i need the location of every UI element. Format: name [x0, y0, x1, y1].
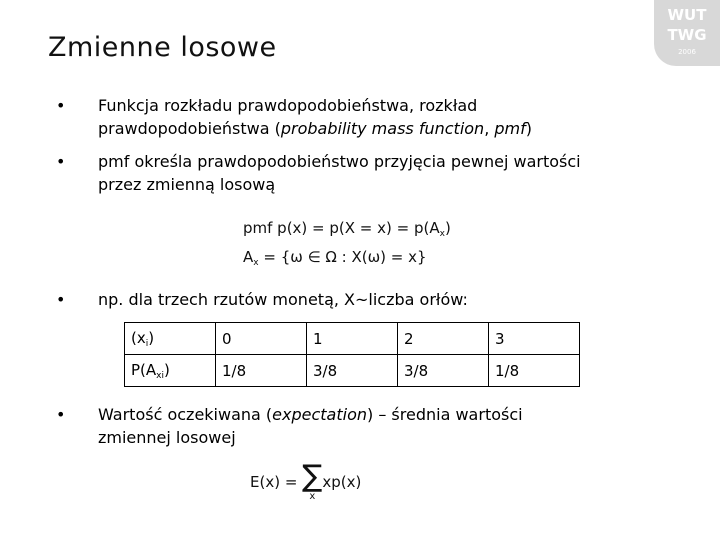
- bullet-dot: •: [56, 290, 66, 309]
- bullet-dot: •: [56, 405, 66, 424]
- formula-subscript: x: [253, 258, 259, 268]
- sum-operator: [302, 459, 323, 502]
- text-span: Wartość oczekiwana (: [98, 405, 273, 424]
- bullet-text: [98, 150, 698, 196]
- table-cell: 1: [307, 323, 398, 355]
- pmf-formula: [243, 219, 451, 239]
- cell-subscript: xi: [156, 370, 164, 381]
- table-cell: 1/8: [489, 355, 580, 387]
- bullet-line: [98, 403, 698, 426]
- cell-text: (x: [131, 328, 146, 347]
- cell-text: ): [164, 360, 170, 379]
- table-row: [125, 355, 580, 387]
- italic-span: probability mass function: [280, 119, 485, 138]
- text-span: prawdopodobieństwa (: [98, 119, 281, 138]
- italic-span: expectation: [272, 405, 368, 424]
- formula-text: ): [444, 219, 451, 237]
- slide-title: Zmienne losowe: [48, 32, 277, 63]
- cell-text: P(A: [131, 360, 157, 379]
- formula-text: xp(x): [322, 473, 362, 491]
- logo-line1: WUT: [667, 6, 707, 24]
- bullet-dot: •: [56, 96, 66, 115]
- table-cell: 2: [398, 323, 489, 355]
- table-row: [125, 323, 580, 355]
- bullet-line: pmf określa prawdopodobieństwo przyjęcia pewnej wartości: [98, 152, 581, 171]
- table-cell: 3/8: [307, 355, 398, 387]
- bullet-line: zmiennej losowej: [98, 428, 236, 447]
- formula-text: = {ω ∈ Ω : X(ω) = x}: [258, 248, 427, 266]
- cell-subscript: i: [145, 338, 149, 349]
- table-cell: 3: [489, 323, 580, 355]
- bullet-dot: •: [56, 152, 66, 171]
- bullet-text: [98, 94, 698, 140]
- text-span: ): [525, 119, 532, 138]
- logo-year: 2006: [678, 48, 696, 56]
- bullet-line: [98, 117, 698, 140]
- formula-text: E(x) =: [250, 473, 303, 491]
- expectation-formula: [250, 459, 362, 502]
- formula-text: A: [243, 248, 254, 266]
- text-span: ,: [484, 119, 495, 138]
- bullet-line: Funkcja rozkładu prawdopodobieństwa, rozkład: [98, 96, 478, 115]
- table-cell: [125, 355, 216, 387]
- event-set-formula: [243, 248, 427, 268]
- formula-subscript: x: [439, 229, 445, 239]
- formula-text: pmf p(x) = p(X = x) = p(A: [243, 219, 440, 237]
- bullet-line: np. dla trzech rzutów monetą, X~liczba orłów:: [98, 290, 468, 309]
- logo-line2: TWG: [667, 26, 707, 44]
- bullet-text: [98, 288, 698, 311]
- italic-span: pmf: [494, 119, 526, 138]
- table-cell: 0: [216, 323, 307, 355]
- cell-text: ): [148, 328, 155, 347]
- text-span: ) – średnia wartości: [367, 405, 523, 424]
- pmf-table: [124, 322, 580, 387]
- bullet-text: [98, 403, 698, 449]
- sum-symbol: ∑: [302, 459, 323, 494]
- table-cell: 3/8: [398, 355, 489, 387]
- wut-twg-logo: [654, 0, 720, 66]
- sum-subscript: x: [309, 491, 316, 502]
- bullet-line: przez zmienną losową: [98, 175, 276, 194]
- table-cell: 1/8: [216, 355, 307, 387]
- table-cell: [125, 323, 216, 355]
